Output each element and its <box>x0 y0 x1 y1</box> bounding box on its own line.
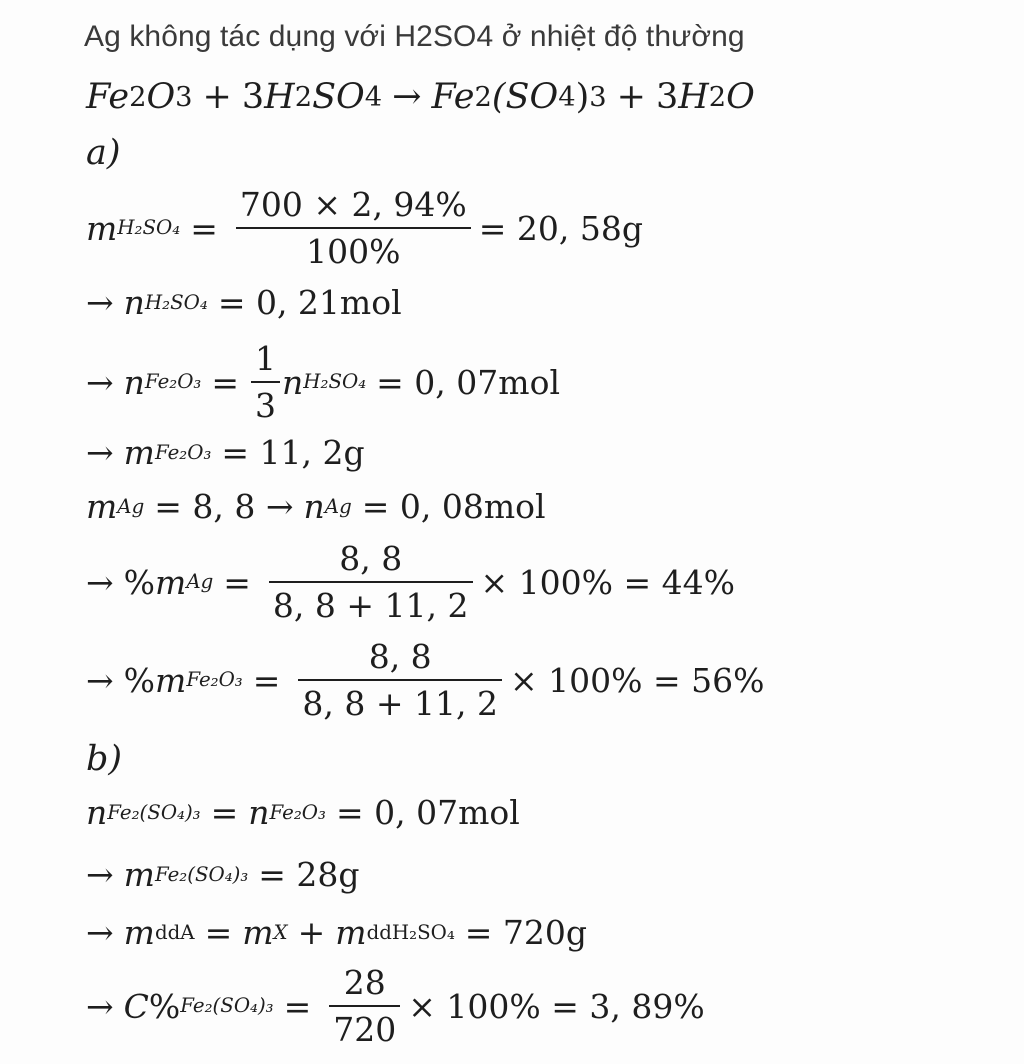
subscript: Fe₂(SO₄)₃ <box>154 862 249 886</box>
formula-part: H <box>264 77 295 117</box>
arrow-icon: → <box>392 77 422 117</box>
formula-part: O <box>146 77 176 117</box>
formula-part: H <box>678 77 709 117</box>
result: = 0, 21mol <box>217 283 402 322</box>
equals-sign: = <box>211 362 240 402</box>
result: = 28g <box>258 855 360 894</box>
denominator: 720 <box>333 1010 397 1049</box>
formula-sub: 2 <box>294 81 313 113</box>
percent-sign: % <box>148 986 181 1026</box>
subscript: ddH₂SO₄ <box>366 920 455 944</box>
result: = 11, 2g <box>221 433 365 472</box>
symbol: n <box>86 793 108 832</box>
line-percent-fe2o3 <box>86 637 765 723</box>
symbol: m <box>86 487 118 526</box>
subscript: X <box>273 920 288 944</box>
formula-sub: 2 <box>708 81 727 113</box>
fraction <box>251 339 280 425</box>
arrow-icon: → <box>86 855 114 894</box>
line-mol-h2so4 <box>86 283 402 322</box>
result: = 0, 07mol <box>335 793 520 832</box>
symbol: m <box>86 208 118 248</box>
equals-sign: = <box>190 208 218 248</box>
arrow-icon: → <box>86 660 114 700</box>
subscript: Fe₂O₃ <box>186 668 243 692</box>
symbol: m <box>242 913 274 952</box>
line-ag <box>86 487 546 526</box>
equals-sign: = <box>283 986 312 1026</box>
arrow-icon: → <box>86 283 114 322</box>
arrow-icon: → <box>86 913 114 952</box>
formula-sub: 3 <box>175 81 193 113</box>
subscript: ddA <box>154 920 195 944</box>
result: × 100% = 3, 89% <box>408 986 705 1026</box>
numerator: 8, 8 <box>339 539 403 578</box>
formula-sub: 4 <box>558 81 576 113</box>
formula-part: Fe <box>86 77 130 117</box>
numerator: 700 × 2, 94% <box>239 185 467 224</box>
symbol: m <box>123 855 155 894</box>
equals-sign: = <box>210 793 239 832</box>
subscript: Fe₂(SO₄)₃ <box>107 800 201 824</box>
line-percent-ag <box>86 539 735 625</box>
symbol: m <box>155 660 187 700</box>
subscript: Fe₂O₃ <box>269 800 326 824</box>
part-a-label: a) <box>86 133 121 173</box>
subscript: Ag <box>117 494 145 518</box>
symbol: C <box>123 986 149 1026</box>
subscript: H₂SO₄ <box>117 216 181 240</box>
result: = 0, 07mol <box>376 362 560 402</box>
symbol: n <box>248 793 270 832</box>
subscript: Fe₂O₃ <box>144 370 202 394</box>
subscript: H₂SO₄ <box>303 370 367 394</box>
denominator: 8, 8 + 11, 2 <box>302 684 498 723</box>
percent-sign: % <box>123 660 156 700</box>
symbol: m <box>335 913 367 952</box>
denominator: 3 <box>255 386 277 425</box>
numerator: 28 <box>343 963 386 1002</box>
intro-text: Ag không tác dụng với H2SO4 ở nhiệt độ thường <box>84 20 745 53</box>
plus-sign: + <box>202 77 232 117</box>
formula-part: (SO <box>491 77 559 117</box>
equals-sign: = <box>223 562 251 602</box>
arrow-icon: → <box>86 562 114 602</box>
formula-part: Fe <box>431 77 475 117</box>
fraction <box>236 185 471 271</box>
result: = 720g <box>464 913 588 952</box>
result: = 20, 58g <box>478 208 644 248</box>
line-concentration <box>86 963 705 1049</box>
fraction <box>269 539 473 625</box>
symbol: n <box>303 487 325 526</box>
value: = 8, 8 → <box>154 487 294 526</box>
coefficient: 3 <box>655 77 679 117</box>
symbol: m <box>155 562 187 602</box>
percent-sign: % <box>123 562 156 602</box>
result: × 100% = 56% <box>509 660 765 700</box>
symbol: n <box>123 283 145 322</box>
arrow-icon: → <box>86 433 114 472</box>
symbol: n <box>282 362 304 402</box>
equals-sign: = <box>204 913 233 952</box>
fraction <box>329 963 400 1049</box>
part-b-label: b) <box>86 739 123 779</box>
plus-sign: + <box>616 77 646 117</box>
subscript: Ag <box>324 494 352 518</box>
reaction-equation <box>86 77 755 117</box>
formula-sub: 2 <box>474 81 492 113</box>
line-mass-fe2so43 <box>86 855 360 894</box>
symbol: m <box>123 433 155 472</box>
coefficient: 3 <box>241 77 265 117</box>
subscript: Ag <box>186 570 214 594</box>
formula-part: SO <box>312 77 365 117</box>
plus-sign: + <box>297 913 326 952</box>
line-mol-fe2o3 <box>86 339 560 425</box>
equals-sign: = <box>252 660 281 700</box>
line-mass-dda <box>86 913 588 952</box>
formula-sub: 4 <box>364 81 383 113</box>
line-mass-h2so4 <box>86 185 644 271</box>
line-mol-fe2so43 <box>86 793 520 832</box>
line-mass-fe2o3 <box>86 433 365 472</box>
symbol: m <box>123 913 155 952</box>
arrow-icon: → <box>86 362 114 402</box>
numerator: 8, 8 <box>368 637 432 676</box>
subscript: Fe₂(SO₄)₃ <box>180 994 274 1018</box>
formula-sub: 3 <box>589 81 607 113</box>
denominator: 100% <box>306 232 401 271</box>
formula-part: ) <box>575 77 590 117</box>
symbol: n <box>123 362 145 402</box>
fraction <box>298 637 502 723</box>
result: × 100% = 44% <box>480 562 735 602</box>
denominator: 8, 8 + 11, 2 <box>272 586 469 625</box>
formula-sub: 2 <box>129 81 147 113</box>
result: = 0, 08mol <box>361 487 546 526</box>
numerator: 1 <box>255 339 277 378</box>
subscript: H₂SO₄ <box>144 290 208 314</box>
subscript: Fe₂O₃ <box>154 440 212 464</box>
arrow-icon: → <box>86 986 114 1026</box>
formula-part: O <box>726 77 755 117</box>
